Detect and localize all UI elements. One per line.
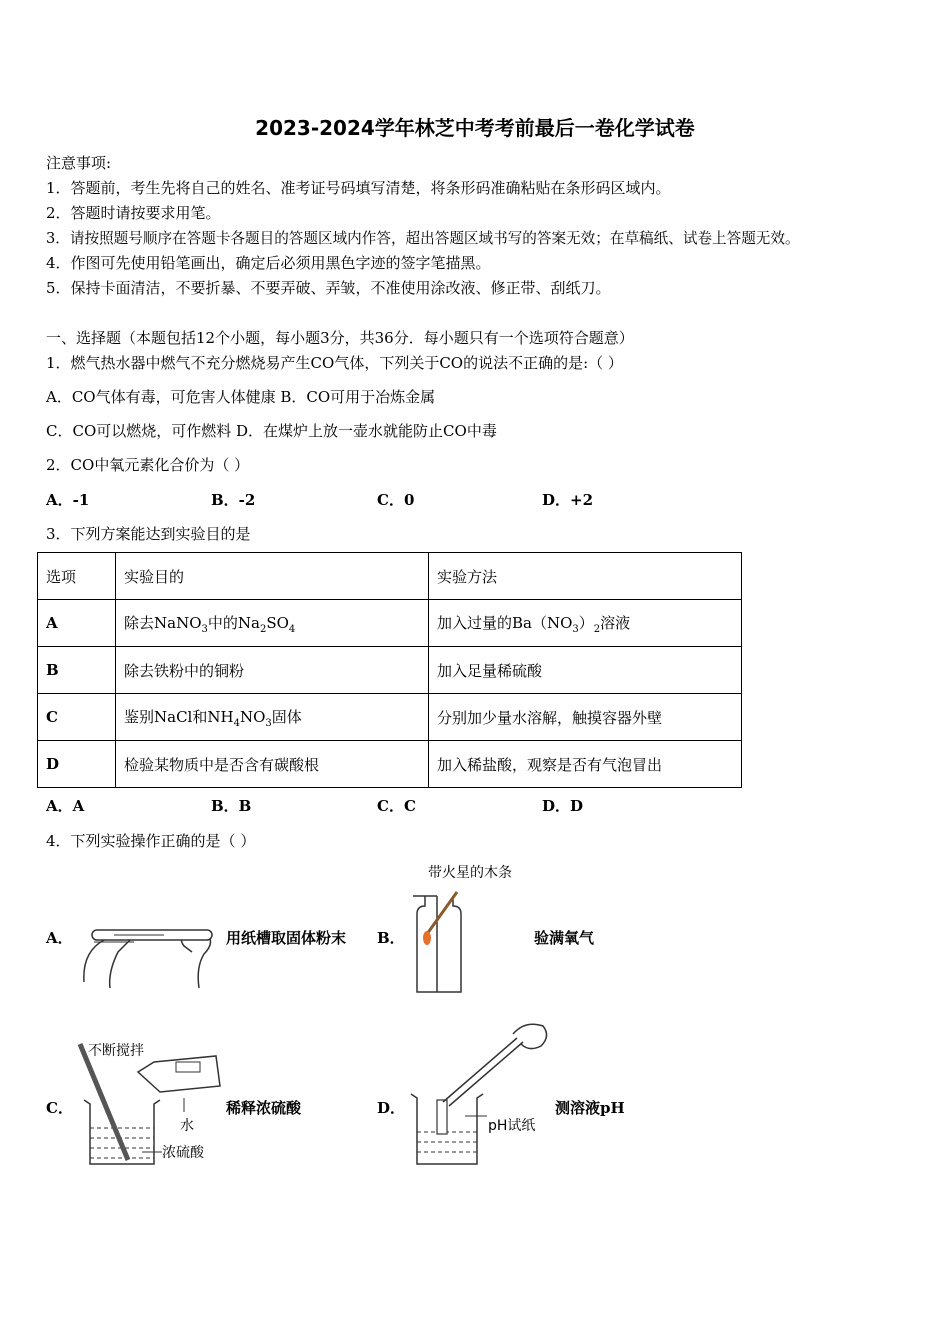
- q2-option-c[interactable]: C．0: [377, 491, 415, 509]
- notice-item-3: 3．请按照题号顺序在答题卡各题目的答题区域内作答，超出答题区域书写的答案无效；在草稿纸、试卷上答题无效。: [46, 230, 800, 247]
- row-method: 分别加少量水溶解，触摸容器外壁: [429, 694, 742, 741]
- q2-stem: 2．CO中氧元素化合价为（ ）: [46, 456, 250, 474]
- notice-item-2: 2．答题时请按要求用笔。: [46, 204, 221, 222]
- table-row: [38, 741, 742, 788]
- row-purpose: 除去铁粉中的铜粉: [116, 647, 429, 694]
- notice-item-4: 4．作图可先使用铅笔画出，确定后必须用黑色字迹的签字笔描黑。: [46, 254, 491, 272]
- q4-option-c-label[interactable]: C．: [46, 1099, 73, 1117]
- q3-option-c[interactable]: C．C: [377, 797, 416, 815]
- row-method: 加入过量的$Ba(NO_3)_2$溶液: [429, 600, 742, 647]
- q2-option-d[interactable]: D．+2: [542, 491, 594, 509]
- q4-option-a-text: 用纸槽取固体粉末: [226, 929, 347, 947]
- row-option: D: [38, 741, 116, 788]
- header-option: 选项: [38, 553, 116, 600]
- q2-option-b[interactable]: B．-2: [211, 491, 256, 509]
- row-option: C: [38, 694, 116, 741]
- q1-options-row2: C．CO可以燃烧，可作燃料 D．在煤炉上放一壶水就能防止CO中毒: [46, 422, 497, 440]
- q3-option-b[interactable]: B．B: [211, 797, 252, 815]
- q4-option-d-text: 测溶液pH: [555, 1099, 625, 1117]
- row-purpose: 除去NaNO$_3$中的$Na_2SO_4$: [116, 600, 429, 647]
- dilution-figure: [76, 1042, 226, 1167]
- notice-heading: 注意事项:: [46, 154, 112, 172]
- row-option: A: [38, 600, 116, 647]
- row-method: 加入足量稀硫酸: [429, 647, 742, 694]
- q4-option-b-text: 验满氧气: [534, 929, 595, 947]
- table-header-row: [38, 553, 742, 600]
- q4-option-a-label[interactable]: A．: [46, 929, 73, 947]
- row-method: 加入稀盐酸，观察是否有气泡冒出: [429, 741, 742, 788]
- oxygen-bottle-figure: [405, 884, 465, 994]
- notice-item-1: 1．答题前，考生先将自己的姓名、准考证号码填写清楚，将条形码准确粘贴在条形码区域内。: [46, 179, 671, 197]
- q4-option-d-label[interactable]: D．: [377, 1099, 406, 1117]
- paper-trough-figure: [74, 912, 224, 990]
- acid-caption: 浓硫酸: [162, 1145, 204, 1161]
- ph-paper-caption: pH试纸: [488, 1118, 536, 1134]
- header-method: 实验方法: [429, 553, 742, 600]
- q4-option-b-label[interactable]: B．: [377, 929, 405, 947]
- notice-item-5: 5．保持卡面清洁，不要折暴、不要弄破、弄皱，不准使用涂改液、修正带、刮纸刀。: [46, 279, 611, 297]
- q3-option-a[interactable]: A．A: [46, 797, 85, 815]
- stir-caption: 不断搅拌: [88, 1043, 144, 1059]
- q3-stem: 3．下列方案能达到实验目的是: [46, 525, 251, 543]
- header-purpose: 实验目的: [116, 553, 429, 600]
- q4-stem: 4．下列实验操作正确的是（ ）: [46, 832, 256, 850]
- water-caption: 水: [180, 1118, 194, 1134]
- q4-option-c-text: 稀释浓硫酸: [226, 1099, 302, 1117]
- table-row: [38, 647, 742, 694]
- row-purpose: 检验某物质中是否含有碳酸根: [116, 741, 429, 788]
- ph-test-figure: [405, 1020, 555, 1168]
- q2-option-a[interactable]: A．-1: [46, 491, 90, 509]
- q3-option-d[interactable]: D．D: [542, 797, 584, 815]
- table-row: [38, 600, 742, 647]
- table-row: [38, 694, 742, 741]
- splint-caption: 带火星的木条: [428, 865, 512, 881]
- row-purpose: 鉴别NaCl和$NH_4NO_3$固体: [116, 694, 429, 741]
- experiment-table: [37, 552, 742, 788]
- q1-stem: 1．燃气热水器中燃气不充分燃烧易产生CO气体，下列关于CO的说法不正确的是:（ ）: [46, 354, 623, 372]
- row-option: B: [38, 647, 116, 694]
- section-heading: 一、选择题（本题包括12个小题，每小题3分，共36分．每小题只有一个选项符合题意）: [46, 329, 634, 347]
- q1-options-row1: A．CO气体有毒，可危害人体健康 B．CO可用于冶炼金属: [46, 388, 436, 406]
- page-title: 2023-2024学年林芝中考考前最后一卷化学试卷: [255, 116, 695, 140]
